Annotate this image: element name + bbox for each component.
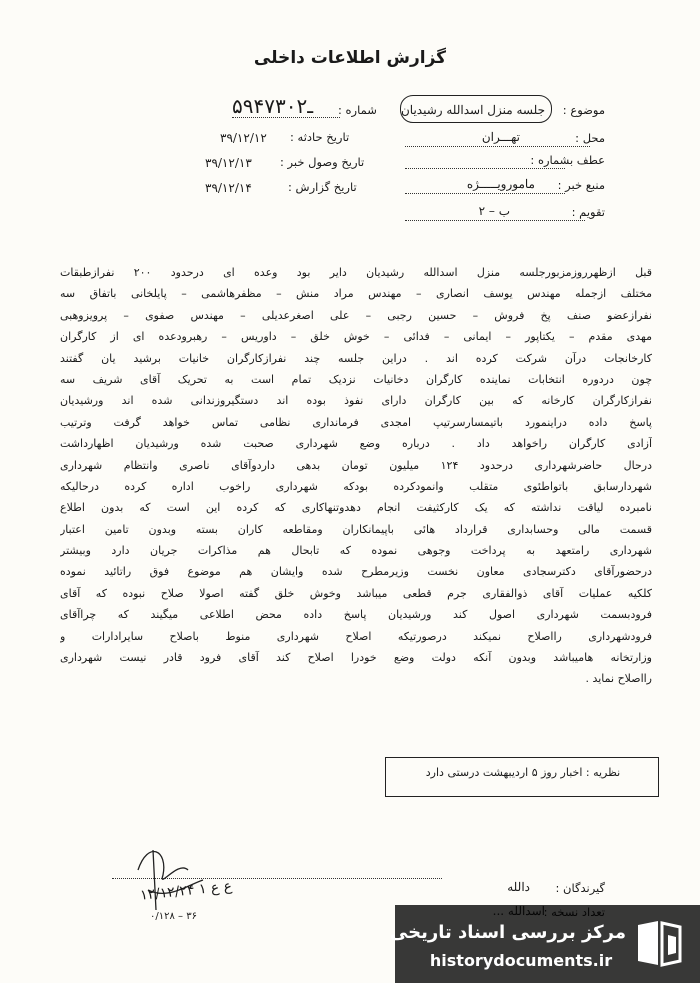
body-line: کارخانجات درآن شرکت کرده اند . دراین جلسه چند نفرازکارگران خانیات برشید یان گفتند	[60, 351, 652, 365]
recipients-value: دالله	[507, 880, 530, 894]
source-line	[405, 193, 565, 194]
event-date-label: تاریخ حادثه :	[290, 130, 350, 144]
remark-text: نظریه : اخبار روز ۵ اردیبهشت درستی دارد	[425, 766, 621, 779]
body-line: قبل ازظهرروزمزبورجلسه منزل اسدالله رشیدیان دایر بود وعده ای درحدود ۲۰۰ نفرازطبقات	[60, 266, 652, 279]
body-line: رااصلاح نماید .	[585, 672, 652, 686]
report-body	[60, 262, 652, 690]
recipients-label: گیرندگان :	[555, 881, 605, 895]
ref-line	[405, 168, 565, 169]
body-line: شهردارسابق باتواطئوی متقلب وانمودکرده بودکه شهرداری راخوب اداره کرده درحالیکه	[60, 479, 652, 493]
archive-logo-icon	[632, 917, 686, 971]
ref-label: عطف بشماره :	[530, 153, 605, 167]
body-line: مختلف ازجمله مهندس یوسف انصاری – مهندس مراد منش – مظفرهاشمی – پایلخانی باتفاق سه	[60, 287, 652, 301]
source-label: منبع خبر :	[557, 178, 605, 192]
signature-mark	[108, 830, 218, 920]
body-line: درحضورآقای دکترسجادی معاون نخست وزیرمطرح شده وایشان هم موضوع فوق راتائید نموده	[60, 565, 652, 579]
body-line: نفرازکارگران کارخانه که بین کارگران دارای نفوذ بوده اند دستگیروزندانی شده اند ورشیدیان	[60, 394, 652, 408]
watermark-url: historydocuments.ir	[429, 951, 613, 970]
report-date-value: ۳۹/۱۲/۱۴	[205, 181, 252, 195]
subject-label: موضوع :	[562, 103, 605, 117]
bottom-rule	[112, 878, 442, 879]
body-line: مهدی مقدم – یکتاپور – ایمانی – فدائی – خوش خلق – داوریس – رهبرودعده ای از کارگران	[60, 330, 652, 344]
eval-label: تقویم :	[571, 205, 605, 219]
subject-value: جلسه منزل اسدالله رشیدیان	[400, 103, 545, 117]
handwritten-date: ۱۲/۱۲/۲۴ ۱ ع ع	[139, 878, 233, 904]
place-value: تهـــران	[481, 130, 520, 144]
eval-value: ب – ۲	[478, 204, 510, 218]
event-date-value: ۳۹/۱۲/۱۲	[220, 131, 267, 145]
body-line: نامبرده لیاقت نداشته که یک کارکثیفت انجام دهدوتنهاکاری که کرده این است که بدون اطلاع	[60, 501, 652, 515]
reference-code: ۰/۱۲۸ – ۳۶	[150, 911, 197, 922]
body-line: وزارتخانه هامیباشد وبدون آنکه دولت وضع خودرا اصلاح کند آقای فرود قادر نیست شهرداری	[60, 651, 652, 665]
body-line: چون دردوره انتخابات نماینده کارگران دخانیات نزدیک تمام است به تحریک آقای شریف سه	[60, 372, 652, 386]
body-line: فرودبسمت شهرداری اصول کند ورشیدیان پاسخ داده محض اطلاعی میگیند که چراآقای	[60, 608, 652, 622]
watermark-title: مرکز بررسی اسناد تاریخی	[389, 922, 626, 943]
body-line: نفرازعضو صنف پخ فروش – حسین رجبی – علی اصغرعدیلی – مهندس صفوی – پرویزوهبی	[60, 308, 652, 322]
receipt-date-label: تاریخ وصول خبر :	[280, 155, 365, 169]
source-value: مامورویـــــژه	[466, 177, 535, 191]
number-label: شماره :	[338, 103, 377, 117]
number-value: ۵۹۴۷ـ۳۰۲	[232, 94, 314, 118]
report-date-label: تاریخ گزارش :	[288, 180, 357, 194]
body-line: درحال حاضرشهرداری درحدود ۱۲۴ میلیون تومان بدهی داردوآقای ناصری وانتظام شهرداری	[60, 458, 652, 472]
place-label: محل :	[575, 131, 605, 145]
eval-line	[405, 220, 585, 221]
body-line: آزادی کارگران راخواهد داد . درباره وضع شهرداری صحبت شده ورشیدیان اظهارداشت	[60, 437, 652, 451]
body-line: پاسخ داده دراینمورد باتیمسارسرتیپ امجدی فرمانداری نظامی تماس خواهد گرفت وترتیب	[60, 415, 652, 429]
body-line: فرودشهرداری رااصلاح نمیکند درصورتیکه اصلاح شهرداری منوط باصلاح سایرادارات و	[60, 629, 652, 643]
document-title: گزارش اطلاعات داخلی	[253, 48, 447, 68]
receipt-date-value: ۳۹/۱۲/۱۳	[205, 156, 252, 170]
body-line: قسمت مالی وحسابداری قرارداد هائی باپیمانکاران ومقاطعه کاران بسته وبدون تامین اعتبار	[60, 522, 652, 536]
place-line	[405, 146, 590, 147]
body-line: شهرداری رامتعهد به پرداخت وجوهی نموده که تابحال هم مذاکرات جریان دارد وبیشتر	[60, 544, 652, 558]
body-line: کلکیه عملیات آقای ذوالفقاری جرم قطعی میباشد وخوش خلق گفته اصولا صلاح نبوده که آقای	[60, 586, 652, 600]
